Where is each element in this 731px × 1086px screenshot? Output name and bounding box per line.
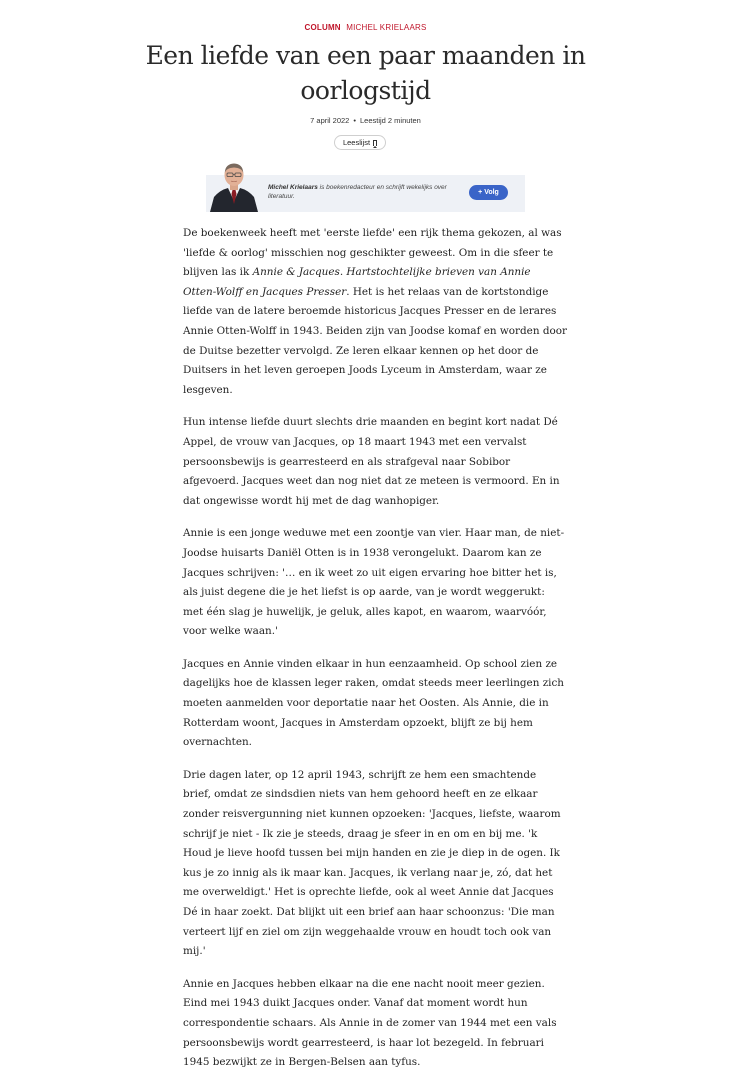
article-paragraph: Hun intense liefde duurt slechts drie maanden en begint kort nadat Dé Appel, de vrouw van Jacques, op 18 maart 1943 met een vervalst persoonsbewijs is gearresteerd en als strafgeval naar Sobibor afgevoerd. Jacques weet dan nog niet dat ze meteen is vermoord. En in dat ongewisse wordt hij met de dag wanhopiger.: [183, 416, 560, 507]
author-bio: [268, 183, 468, 201]
paragraph-text: De boekenweek heeft met 'eerste liefde' een rijk thema gekozen, al was 'liefde & oorlog' misschien nog geschikter geweest. Om in die sfeer te blijven las ik: [183, 227, 562, 279]
article-paragraph: Annie en Jacques hebben elkaar na die ene nacht nooit meer gezien. Eind mei 1943 duikt Jacques onder. Vanaf dat moment wordt hun correspondentie schaars. Als Annie in de zomer van 1944 met een vals persoonsbewijs wordt gearresteerd, is haar lot bezegeld. In februari 1945 bezwijkt ze in Bergen-Belsen aan tyfus.: [183, 977, 557, 1069]
article-title: Een liefde van een paar maanden in oorlogstijd: [145, 41, 586, 105]
publish-date: 7 april 2022: [310, 116, 350, 125]
meta-separator: •: [353, 116, 356, 125]
article-dateline: [0, 116, 731, 125]
bookmark-icon: [373, 140, 377, 146]
article-body: [183, 224, 567, 1086]
author-box: [206, 175, 525, 212]
follow-button[interactable]: [469, 185, 508, 200]
read-time: Leestijd 2 minuten: [359, 116, 421, 125]
author-bio-text: is boekenredacteur en schrijft wekelijks over literatuur.: [268, 184, 447, 200]
author-name[interactable]: Michel Krielaars: [268, 184, 318, 191]
leeslijst-button[interactable]: [334, 135, 386, 150]
article-header-meta: [0, 23, 731, 32]
leeslijst-label: Leeslijst: [342, 138, 371, 147]
column-kicker[interactable]: COLUMN: [304, 23, 341, 32]
article-paragraph: Annie is een jonge weduwe met een zoontje van vier. Haar man, de niet-Joodse huisarts Daniël Otten is in 1938 verongelukt. Daarom kan ze Jacques schrijven: '… en ik weet zo uit eigen ervaring hoe bitter het is, als juist degene die je het liefst is op aarde, van je wordt weggerukt: met één slag je huwelijk, je geluk, alles kapot, en waarom, waarvóór, voor welke waan.': [183, 527, 565, 638]
article-paragraph: Drie dagen later, op 12 april 1943, schrijft ze hem een smachtende brief, omdat ze sindsdien niets van hem gehoord heeft en ze elkaar zonder reisvergunning niet kunnen opzoeken: 'Jacques, liefste, waarom schrijf je niet - Ik zie je steeds, draag je sfeer in en om en bij me. 'k Houd je lieve hoofd tussen bei mijn handen en zie je diep in de ogen. Ik kus je zo innig als ik maar kan. Jacques, ik verlang naar je, zó, dat het me overweldigt.' Het is oprechte liefde, ook al weet Annie dat Jacques Dé in haar zoekt. Dat blijkt uit een brief aan haar schoonzus: 'Die man verteert lijf en ziel om zijn weggehaalde vrouw en houdt toch ook van mij.': [183, 768, 561, 958]
author-tag-link[interactable]: MICHEL KRIELAARS: [346, 23, 427, 32]
article-paragraph: [183, 224, 567, 400]
author-portrait-icon: [206, 157, 262, 212]
paragraph-text: . Het is het relaas van de kortstondige liefde van de latere beroemde historicus Jacques Presser en de lerares Annie Otten-Wolff in 1943. Beiden zijn van Joodse komaf en worden door de Duitse bezetter vervolgd. Ze leren elkaar kennen op het door de Duitsers in het leven geroepen Joods Lyceum in Amsterdam, waar ze lesgeven.: [183, 285, 567, 396]
follow-label: + Volg: [478, 189, 499, 196]
author-avatar: [206, 157, 262, 212]
book-title: Annie & Jacques. Hartstochtelijke brieven van Annie Otten-Wolff en Jacques Presser: [183, 266, 531, 298]
article-paragraph: Jacques en Annie vinden elkaar in hun eenzaamheid. Op school zien ze dagelijks hoe de klassen leger raken, omdat steeds meer leerlingen zich moeten aanmelden voor deportatie naar het Oosten. Als Annie, die in Rotterdam woont, Jacques in Amsterdam opzoekt, blijft ze bij hem overnachten.: [183, 657, 564, 749]
